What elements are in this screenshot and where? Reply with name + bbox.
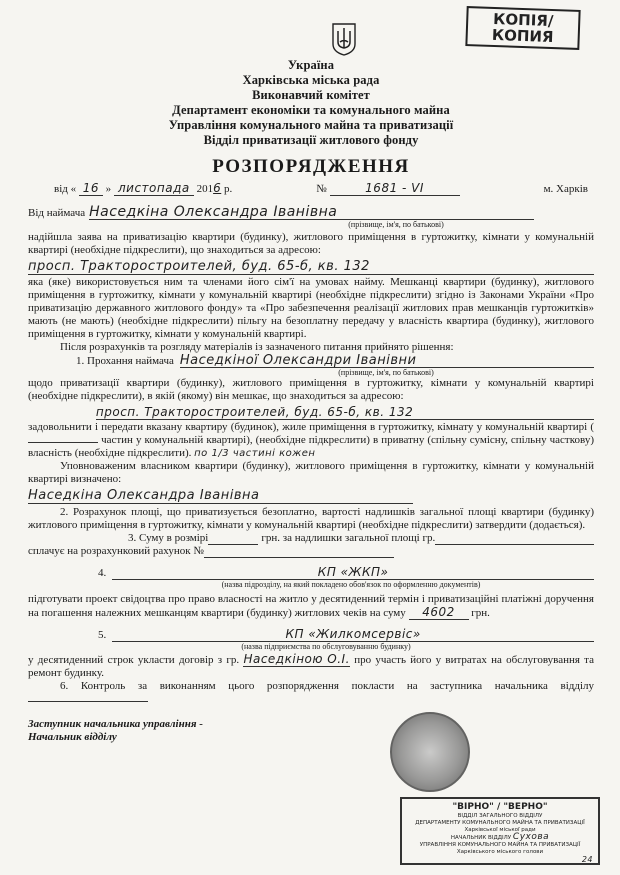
country: Україна (287, 58, 335, 72)
page-title: РОЗПОРЯДЖЕННЯ (212, 156, 410, 177)
official-seal (390, 712, 470, 792)
contract-party: Наседкіною О.І. (243, 652, 350, 666)
paragraph-privatization: щодо приватизації квартири (будинку), житлового приміщення в гуртожитку, кімнати у комунальній квартирі (необхідне підкреслити), в якій (якому) він мешкає, що знаходиться за адресою: (28, 377, 594, 402)
signer-title: Заступник начальника управління - Начальник відділу (28, 718, 203, 743)
city: м. Харків (543, 183, 588, 195)
paragraph-control: 6. Контроль за виконанням цього розпорядження покласти на заступника начальника відділу (28, 680, 594, 706)
order-month: листопада (114, 182, 194, 196)
item5-row: 5. КП «Жилкомсервіс» (28, 628, 594, 642)
paragraph-decision: Після розрахунків та розгляду матеріалів із зазначеного питання прийнято рішення: (60, 341, 454, 353)
paragraph-application: надійшла заява на приватизацію квартири (будинку), житлового приміщення в гуртожитку, кімнати у комунальній квартирі (необхідне підкреслити), що знаходиться за адресою: (28, 231, 594, 256)
directorate: Управління комунального майна та приватизації (168, 118, 454, 132)
item5-company: КП «Жилкомсервіс» (112, 628, 594, 642)
paragraph-benefit: яка (яке) використовується ним та членами його сім'ї на умовах найму. Мешканці квартири (будинку), житлового приміщення в гуртожитку, кімнати у комунальній квартирі (необхідне підкреслити) згідно із Законами України «Про приватизацію державного житлового фонду» та «Про забезпечення реалізації житлових прав мешканців гуртожитків» мають (не мають) (необхідне підкреслити) пільгу на безоплатну передачу у власність квартира (будинку), житлового приміщення в гуртожитку, кімнати у комунальній квартирі. (28, 276, 594, 340)
item1-tenant: Наседкіної Олександри Іванівни (180, 354, 594, 368)
item4-row: 4. КП «ЖКП» (28, 566, 594, 580)
item3-account-row: сплачує на розрахунковий рахунок № (28, 545, 594, 558)
paragraph-authorized: Уповноваженим власником квартири (будинку), житлового приміщення в гуртожитку, кімнати у комунальній квартирі визначено: (28, 460, 594, 485)
paragraph-certificate: підготувати проект свідоцтва про право власності на житло у десятиденний термін і приватизаційні платіжні доручення на погашення належних мешканцям квартири (будинку) житлових чеків на суму 4602 грн. (28, 593, 594, 619)
copy-stamp: КОПІЯ/ КОПИЯ (465, 6, 580, 50)
order-day: 16 (79, 182, 103, 196)
share-note: по 1/3 частині кожен (194, 448, 316, 459)
certified-stamp: "ВІРНО" / "ВЕРНО" ВІДДІЛ ЗАГАЛЬНОГО ВІДДІЛУ ДЕПАРТАМЕНТУ КОМУНАЛЬНОГО МАЙНА ТА ПРИВАТИЗАЦІЇ Харківської міської ради НАЧАЛЬНИК ВІДДІЛУ Сухова УПРАВЛІННЯ КОМУНАЛЬНОГО МАЙНА ТА ПРИВАТИЗАЦІЇ Харківського міського голови 24 (400, 797, 600, 865)
item3-row: 3. Суму в розмірі грн. за надлишки загальної площі гр. (28, 532, 594, 545)
document-page: КОПІЯ/ КОПИЯ Україна Харківська міська рада Виконавчий комітет Департамент економіки та комунального майна Управління комунального майна та приватизації Відділ приватизації житлового фонду РОЗПОРЯДЖЕННЯ від « 16 » листопада 2016 р. № 1681 - VI м. Харків Від наймача Наседкіна Олександра Іванівна (прізвище, ім'я, по батькові) надійшла заява на приватизацію квартири (будинку), житлового приміщення в гуртожитку, кімнати у комунальній квартирі (необхідне підкреслити), що знаходиться за адресою: просп. Тракторостроителей, буд. 65-б, кв. 132 яка (яке) використовується ним та членами його сім'ї на умовах найму. Мешканці квартири (будинку), житлового приміщення в гуртожитку, кімнати у комунальній квартирі (необхідне підкреслити) згідно із Законами України «Про приватизацію державного житлового фонду» та «Про забезпечення реалізації житлових прав мешканців гуртожитків» мають (не мають) (необхідне підкреслити) пільгу на безоплатну передачу у власність квартира (будинку), житлового приміщення в гуртожитку, кімнати у комунальній квартирі. Після розрахунків та розгляду матеріалів із зазначеного питання прийнято рішення: 1. Прохання наймача Наседкіної Олександри Іванівни (прізвище, ім'я, по батькові) щодо приватизації квартири (будинку), житлового приміщення в гуртожитку, кімнати у комунальній квартирі (необхідне підкреслити), в якій (якому) він мешкає, що знаходиться за адресою: просп. Тракторостроителей, буд. 65-б, кв. 132 задовольнити і передати вказану квартиру (будинок), жиле приміщення в гуртожитку, кімнату у комунальній квартирі ( частин у комунальній квартирі), (необхідне підкреслити) в приватну (спільну сумісну, спільну часткову) власність (необхідне підкреслити). по 1/3 частині кожен Уповноваженим власником квартири (будинку), житлового приміщення в гуртожитку, кімнати у комунальній квартирі визначено: Наседкіна Олександра Іванівна 2. Розрахунок площі, що приватизується безоплатно, вартості надлишків загальної площі квартири (будинку) житлового приміщення в гуртожитку, кімнати у комунальній квартирі (необхідне підкреслити) затвердити (додається). 3. Суму в розмірі грн. за надлишки загальної площі гр. сплачує на розрахунковий рахунок № 4. КП «ЖКП» (назва підрозділу, на який покладено обов'язок по оформленню документів) підготувати проект свідоцтва про право власності на житло у десятиденний термін і приватизаційні платіжні доручення на погашення належних мешканцям квартири (будинку) житлових чеків на суму 4602 грн. 5. КП «Жилкомсервіс» (назва підприємства по обслуговуванню будинку) у десятиденний строк укласти договір з гр. Наседкіною О.І. про участь його у витратах на обслуговування та ремонт будинку. 6. Контроль за виконанням цього розпорядження покласти на заступника начальника відділу Заступник начальника управління - Начальник відділу "ВІРНО" / "ВЕРНО" ВІДДІЛ ЗАГАЛЬНОГО ВІДДІЛУ ДЕПАРТАМЕНТУ КОМУНАЛЬНОГО МАЙНА ТА ПРИВАТИЗАЦІЇ Харківської міської ради НАЧАЛЬНИК ВІДДІЛУ Сухова УПРАВЛІННЯ КОМУНАЛЬНОГО МАЙНА ТА ПРИВАТИЗАЦІЇ Харківського міського голови 24 (0, 0, 620, 875)
council: Харківська міська рада (242, 73, 380, 87)
trident-coat-of-arms-icon (331, 22, 357, 56)
address-line-2: просп. Тракторостроителей, буд. 65-б, кв. 132 (96, 405, 594, 420)
department: Департамент економіки та комунального майна (172, 103, 450, 117)
tenant-row: Від наймача Наседкіна Олександра Іванівна (28, 206, 594, 220)
item1-row: 1. Прохання наймача Наседкіної Олександри Іванівни (28, 354, 594, 368)
paragraph-transfer: задовольнити і передати вказану квартиру (будинок), жиле приміщення в гуртожитку, кімнату у комунальній квартирі ( частин у комунальній квартирі), (необхідне підкреслити) в приватну (спільну сумісну, спільну часткову) власність (необхідне підкреслити). по 1/3 частині кожен (28, 421, 595, 459)
address-line: просп. Тракторостроителей, буд. 65-б, кв. 132 (28, 259, 594, 275)
authorized-owner: Наседкіна Олександра Іванівна (28, 488, 413, 504)
cheque-sum: 4602 (409, 606, 469, 620)
item4-responsible: КП «ЖКП» (112, 566, 594, 580)
date-number-row: від « 16 » листопада 2016 р. № 1681 - VI м. Харків (28, 182, 594, 196)
paragraph-calculation: 2. Розрахунок площі, що приватизується безоплатно, вартості надлишків загальної площі квартири (будинку) житлового приміщення в гуртожитку, кімнати у комунальній квартирі (необхідне підкреслити) затвердити (додається). (28, 506, 594, 531)
paragraph-contract: у десятиденний строк укласти договір з гр. Наседкіною О.І. про участь його у витратах на обслуговування та ремонт будинку. (28, 652, 595, 679)
committee: Виконавчий комітет (252, 88, 370, 102)
division: Відділ приватизації житлового фонду (203, 133, 419, 147)
order-year: 6 (213, 181, 222, 195)
tenant-name: Наседкіна Олександра Іванівна (89, 206, 534, 220)
order-number: 1681 - VI (330, 182, 460, 196)
